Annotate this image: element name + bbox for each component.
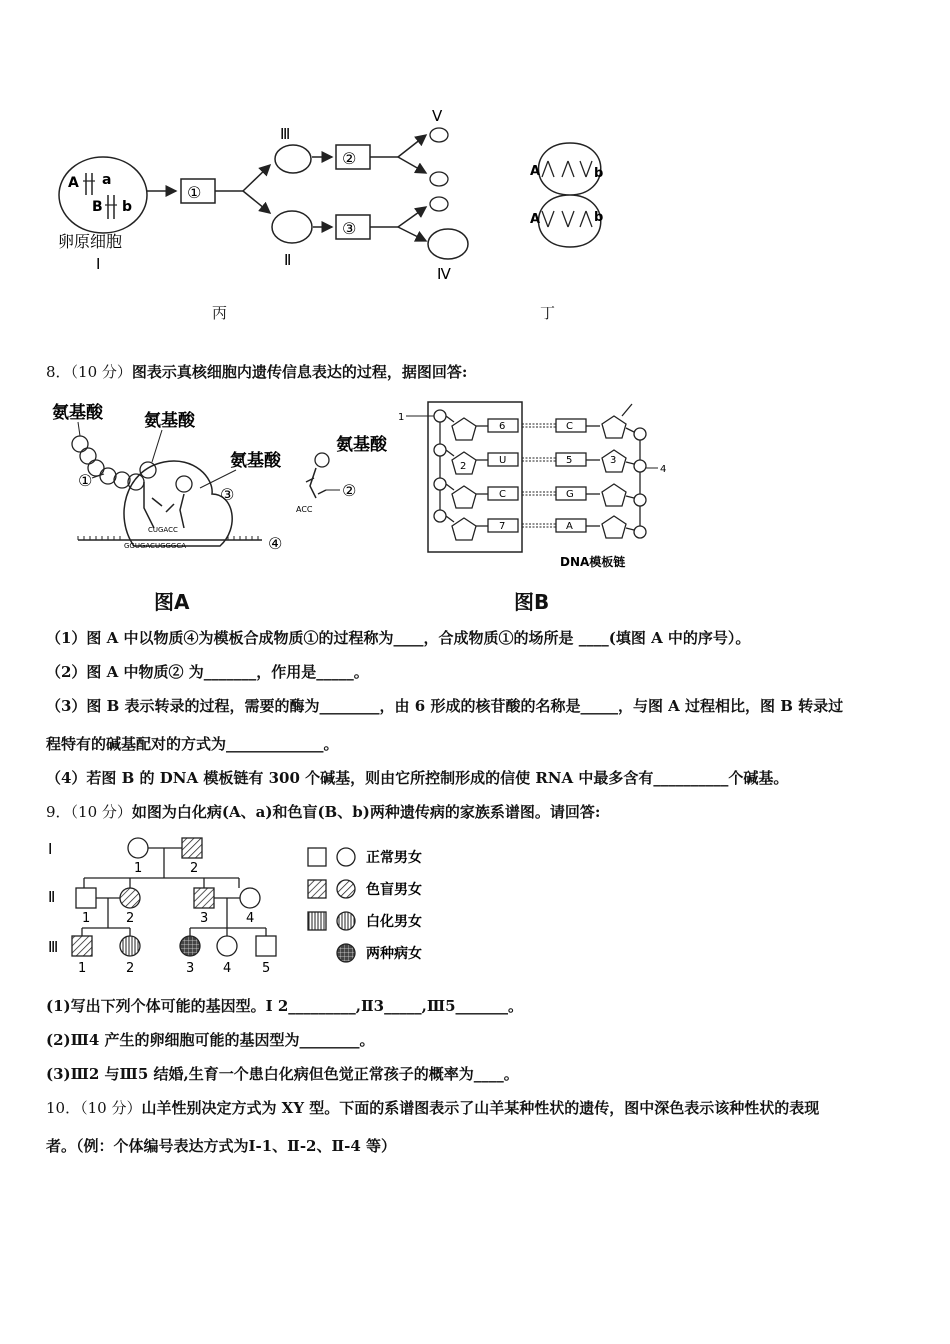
svg-text:1: 1: [398, 412, 405, 423]
svg-text:C: C: [566, 421, 573, 432]
q9-sub1: (1)写出下列个体可能的基因型。Ⅰ 2_________,Ⅱ3_____,Ⅲ5_______。: [46, 997, 524, 1015]
polar-body-2: [430, 172, 448, 186]
svg-text:A: A: [566, 521, 573, 532]
svg-text:1: 1: [134, 861, 143, 876]
figure-B-label: 图B: [514, 590, 550, 614]
figure-A-label: 图A: [154, 590, 190, 614]
svg-text:b: b: [594, 166, 604, 181]
svg-text:b: b: [594, 210, 604, 225]
meiosis-figure: [50, 95, 630, 295]
roman-III: Ⅲ: [280, 125, 291, 143]
svg-text:氨基酸: 氨基酸: [144, 411, 195, 431]
roman-IV: Ⅳ: [437, 265, 451, 283]
III-5: [256, 936, 276, 956]
svg-text:CUGACC: CUGACC: [148, 526, 178, 534]
II-4: [240, 888, 260, 908]
q9-stem: 9．（10 分）如图为白化病(A、a)和色盲(B、b)两种遗传病的家族系谱图。请回答:: [46, 803, 601, 821]
svg-text:1: 1: [78, 961, 87, 976]
legend-albinism: 白化男女: [366, 914, 422, 930]
q8-sub3a: （3）图 B 表示转录的过程，需要的酶为________，由 6 形成的核苷酸的名称是_____，与图 A 过程相比，图 B 转录过: [46, 697, 844, 715]
svg-text:7: 7: [499, 521, 506, 532]
svg-text:A: A: [530, 164, 541, 179]
svg-text:2: 2: [460, 461, 467, 472]
III-1: [72, 936, 92, 956]
roman-V: Ⅴ: [432, 107, 443, 125]
svg-text:氨基酸: 氨基酸: [336, 435, 387, 455]
cell-II: [272, 211, 312, 243]
svg-text:②: ②: [342, 481, 357, 500]
II-2: [120, 888, 140, 908]
III-3: [180, 936, 200, 956]
svg-text:2: 2: [126, 911, 135, 926]
dna-template-label: DNA模板链: [560, 555, 626, 569]
q8-sub4: （4）若图 B 的 DNA 模板链有 300 个碱基，则由它所控制形成的信使 RNA 中最多含有__________个碱基。: [46, 769, 789, 787]
q9-sub2: (2)Ⅲ4 产生的卵细胞可能的基因型为________。: [46, 1031, 375, 1049]
svg-text:6: 6: [499, 421, 506, 432]
svg-text:4: 4: [246, 911, 255, 926]
svg-text:Ⅲ: Ⅲ: [48, 938, 59, 956]
allele-B: B: [92, 199, 103, 215]
svg-text:Ⅱ: Ⅱ: [48, 888, 56, 906]
q8-stem: 8．（10 分）图表示真核细胞内遗传信息表达的过程，据图回答:: [46, 363, 468, 381]
svg-text:2: 2: [190, 861, 199, 876]
svg-text:4: 4: [660, 464, 667, 475]
svg-text:4: 4: [223, 961, 232, 976]
III-4: [217, 936, 237, 956]
svg-text:2: 2: [126, 961, 135, 976]
svg-text:A: A: [530, 212, 541, 227]
I-2: [182, 838, 202, 858]
svg-text:GGUGACUGGGCA: GGUGACUGGGCA: [124, 542, 187, 550]
step-box-3-label: ③: [342, 219, 357, 238]
legend-normal: 正常男女: [366, 850, 422, 866]
allele-a: a: [102, 172, 112, 188]
svg-text:5: 5: [566, 455, 573, 466]
caption-bing: 丙: [212, 304, 228, 322]
roman-II: Ⅱ: [284, 251, 292, 269]
svg-text:Ⅰ: Ⅰ: [48, 840, 53, 858]
q8-sub3b: 程特有的碱基配对的方式为_____________。: [46, 735, 339, 753]
polar-body-1: [430, 128, 448, 142]
I-1: [128, 838, 148, 858]
allele-A: A: [68, 175, 79, 191]
svg-text:3: 3: [610, 455, 617, 466]
step-box-2-label: ②: [342, 149, 357, 168]
oocyte-cell: [59, 157, 147, 233]
egg-cell: [428, 229, 468, 259]
svg-text:氨基酸: 氨基酸: [52, 403, 103, 423]
q8-sub1: （1）图 A 中以物质④为模板合成物质①的过程称为____，合成物质①的场所是 ____(填图 A 中的序号）。: [46, 629, 751, 647]
pedigree-figure: [44, 832, 444, 977]
legend-colorblind: 色盲男女: [366, 882, 422, 898]
II-3: [194, 888, 214, 908]
svg-text:④: ④: [268, 534, 283, 553]
dividing-cell: [539, 143, 604, 247]
svg-text:③: ③: [220, 485, 235, 504]
III-2: [120, 936, 140, 956]
oocyte-label: 卵原细胞: [58, 232, 123, 251]
caption-ding: 丁: [540, 304, 556, 322]
q10-line2: 者。（例：个体编号表达方式为Ⅰ-1、Ⅱ-2、Ⅱ-4 等）: [46, 1137, 397, 1155]
legend-both: 两种病女: [366, 946, 422, 962]
II-1: [76, 888, 96, 908]
step-box-1-label: ①: [187, 183, 202, 202]
q10-line1: 10．（10 分）山羊性别决定方式为 XY 型。下面的系谱图表示了山羊某种性状的遗传，图中深色表示该种性状的表现: [46, 1099, 820, 1117]
cell-III: [275, 145, 311, 173]
roman-I: Ⅰ: [96, 255, 101, 273]
svg-text:U: U: [499, 455, 507, 466]
q8-sub2: （2）图 A 中物质② 为_______，作用是_____。: [46, 663, 369, 681]
figure-A: [44, 398, 404, 613]
svg-text:5: 5: [262, 961, 271, 976]
allele-b: b: [122, 199, 133, 215]
svg-text:1: 1: [82, 911, 91, 926]
svg-text:3: 3: [186, 961, 195, 976]
svg-text:G: G: [566, 489, 574, 500]
figure-B: [396, 398, 676, 583]
svg-text:①: ①: [78, 471, 93, 490]
svg-text:氨基酸: 氨基酸: [230, 451, 281, 471]
q9-sub3: (3)Ⅲ2 与Ⅲ5 结婚,生育一个患白化病但色觉正常孩子的概率为____。: [46, 1065, 519, 1083]
svg-text:3: 3: [200, 911, 209, 926]
svg-text:ACC: ACC: [296, 505, 313, 514]
polar-body-3: [430, 197, 448, 211]
svg-text:C: C: [499, 489, 506, 500]
